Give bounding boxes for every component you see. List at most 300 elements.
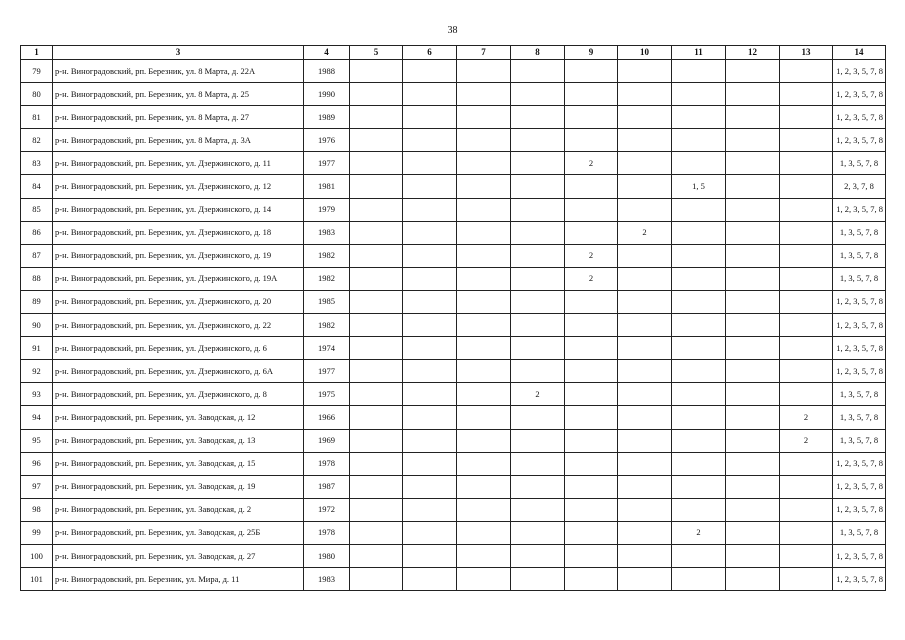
year-cell: 1983 bbox=[304, 221, 350, 244]
value-cell bbox=[350, 267, 403, 290]
value-cell: 1, 2, 3, 5, 7, 8 bbox=[833, 498, 886, 521]
value-cell bbox=[350, 106, 403, 129]
value-cell bbox=[350, 83, 403, 106]
value-cell bbox=[403, 152, 457, 175]
value-cell: 2 bbox=[565, 152, 618, 175]
value-cell: 2 bbox=[780, 406, 833, 429]
value-cell: 2 bbox=[565, 267, 618, 290]
year-cell: 1985 bbox=[304, 290, 350, 313]
value-cell bbox=[726, 175, 780, 198]
table-row bbox=[21, 267, 886, 290]
value-cell bbox=[565, 521, 618, 544]
value-cell bbox=[403, 290, 457, 313]
column-header: 3 bbox=[53, 46, 304, 60]
value-cell bbox=[780, 175, 833, 198]
value-cell bbox=[565, 290, 618, 313]
value-cell bbox=[618, 60, 672, 83]
value-cell bbox=[403, 498, 457, 521]
row-number: 85 bbox=[21, 198, 53, 221]
value-cell bbox=[780, 83, 833, 106]
table-row bbox=[21, 475, 886, 498]
value-cell: 1, 2, 3, 5, 7, 8 bbox=[833, 568, 886, 591]
value-cell: 1, 3, 5, 7, 8 bbox=[833, 244, 886, 267]
value-cell bbox=[565, 498, 618, 521]
value-cell bbox=[403, 198, 457, 221]
value-cell bbox=[672, 60, 726, 83]
value-cell bbox=[565, 452, 618, 475]
row-number: 86 bbox=[21, 221, 53, 244]
column-header: 10 bbox=[618, 46, 672, 60]
value-cell bbox=[672, 498, 726, 521]
value-cell bbox=[457, 406, 511, 429]
year-cell: 1978 bbox=[304, 521, 350, 544]
value-cell: 1, 2, 3, 5, 7, 8 bbox=[833, 60, 886, 83]
value-cell bbox=[780, 129, 833, 152]
value-cell: 2 bbox=[618, 221, 672, 244]
value-cell bbox=[672, 544, 726, 567]
value-cell bbox=[350, 221, 403, 244]
value-cell bbox=[403, 544, 457, 567]
value-cell bbox=[511, 360, 565, 383]
value-cell: 1, 2, 3, 5, 7, 8 bbox=[833, 544, 886, 567]
value-cell bbox=[350, 383, 403, 406]
column-header: 7 bbox=[457, 46, 511, 60]
value-cell bbox=[672, 244, 726, 267]
year-cell: 1989 bbox=[304, 106, 350, 129]
value-cell bbox=[672, 106, 726, 129]
value-cell bbox=[726, 129, 780, 152]
row-number: 94 bbox=[21, 406, 53, 429]
value-cell bbox=[350, 360, 403, 383]
value-cell bbox=[403, 521, 457, 544]
value-cell bbox=[780, 152, 833, 175]
value-cell: 1, 3, 5, 7, 8 bbox=[833, 152, 886, 175]
address-cell: р-н. Виноградовский, рп. Березник, ул. Заводская, д. 15 bbox=[53, 452, 304, 475]
row-number: 96 bbox=[21, 452, 53, 475]
value-cell bbox=[457, 383, 511, 406]
value-cell bbox=[350, 129, 403, 152]
value-cell bbox=[511, 498, 565, 521]
value-cell bbox=[350, 429, 403, 452]
table-row bbox=[21, 106, 886, 129]
value-cell bbox=[780, 244, 833, 267]
value-cell bbox=[618, 83, 672, 106]
table-row bbox=[21, 175, 886, 198]
table-row bbox=[21, 498, 886, 521]
value-cell bbox=[565, 475, 618, 498]
row-number: 80 bbox=[21, 83, 53, 106]
value-cell: 1, 2, 3, 5, 7, 8 bbox=[833, 106, 886, 129]
value-cell: 2 bbox=[780, 429, 833, 452]
address-cell: р-н. Виноградовский, рп. Березник, ул. Дзержинского, д. 20 bbox=[53, 290, 304, 313]
value-cell bbox=[511, 221, 565, 244]
value-cell: 1, 2, 3, 5, 7, 8 bbox=[833, 198, 886, 221]
value-cell bbox=[350, 475, 403, 498]
value-cell bbox=[618, 360, 672, 383]
value-cell bbox=[565, 429, 618, 452]
value-cell bbox=[457, 60, 511, 83]
value-cell bbox=[726, 221, 780, 244]
row-number: 87 bbox=[21, 244, 53, 267]
value-cell: 1, 2, 3, 5, 7, 8 bbox=[833, 360, 886, 383]
address-cell: р-н. Виноградовский, рп. Березник, ул. Заводская, д. 19 bbox=[53, 475, 304, 498]
value-cell bbox=[457, 152, 511, 175]
row-number: 89 bbox=[21, 290, 53, 313]
value-cell bbox=[726, 452, 780, 475]
table-row bbox=[21, 152, 886, 175]
year-cell: 1987 bbox=[304, 475, 350, 498]
column-header: 14 bbox=[833, 46, 886, 60]
value-cell: 1, 2, 3, 5, 7, 8 bbox=[833, 290, 886, 313]
row-number: 81 bbox=[21, 106, 53, 129]
value-cell bbox=[457, 106, 511, 129]
value-cell bbox=[672, 337, 726, 360]
row-number: 88 bbox=[21, 267, 53, 290]
year-cell: 1969 bbox=[304, 429, 350, 452]
value-cell: 1, 2, 3, 5, 7, 8 bbox=[833, 337, 886, 360]
value-cell bbox=[511, 60, 565, 83]
year-cell: 1979 bbox=[304, 198, 350, 221]
value-cell bbox=[780, 498, 833, 521]
value-cell bbox=[618, 568, 672, 591]
row-number: 91 bbox=[21, 337, 53, 360]
year-cell: 1980 bbox=[304, 544, 350, 567]
value-cell: 1, 3, 5, 7, 8 bbox=[833, 406, 886, 429]
value-cell bbox=[618, 498, 672, 521]
address-cell: р-н. Виноградовский, рп. Березник, ул. Дзержинского, д. 11 bbox=[53, 152, 304, 175]
column-header: 1 bbox=[21, 46, 53, 60]
value-cell bbox=[672, 129, 726, 152]
value-cell bbox=[403, 360, 457, 383]
value-cell bbox=[403, 129, 457, 152]
value-cell bbox=[457, 175, 511, 198]
value-cell bbox=[780, 314, 833, 337]
table-row bbox=[21, 129, 886, 152]
value-cell bbox=[565, 568, 618, 591]
year-cell: 1975 bbox=[304, 383, 350, 406]
table-row bbox=[21, 383, 886, 406]
value-cell bbox=[511, 244, 565, 267]
value-cell: 1, 3, 5, 7, 8 bbox=[833, 429, 886, 452]
address-cell: р-н. Виноградовский, рп. Березник, ул. Дзержинского, д. 8 bbox=[53, 383, 304, 406]
address-cell: р-н. Виноградовский, рп. Березник, ул. Дзержинского, д. 22 bbox=[53, 314, 304, 337]
value-cell: 2 bbox=[565, 244, 618, 267]
value-cell bbox=[457, 568, 511, 591]
value-cell bbox=[672, 475, 726, 498]
value-cell bbox=[618, 290, 672, 313]
value-cell bbox=[780, 267, 833, 290]
value-cell bbox=[565, 337, 618, 360]
value-cell bbox=[780, 475, 833, 498]
row-number: 83 bbox=[21, 152, 53, 175]
value-cell bbox=[403, 60, 457, 83]
value-cell bbox=[457, 267, 511, 290]
year-cell: 1972 bbox=[304, 498, 350, 521]
value-cell bbox=[726, 290, 780, 313]
value-cell bbox=[350, 244, 403, 267]
address-cell: р-н. Виноградовский, рп. Березник, ул. Дзержинского, д. 14 bbox=[53, 198, 304, 221]
value-cell bbox=[726, 106, 780, 129]
value-cell bbox=[511, 475, 565, 498]
value-cell bbox=[403, 406, 457, 429]
value-cell bbox=[511, 267, 565, 290]
value-cell bbox=[403, 244, 457, 267]
value-cell bbox=[672, 152, 726, 175]
year-cell: 1982 bbox=[304, 267, 350, 290]
value-cell bbox=[350, 337, 403, 360]
value-cell bbox=[726, 406, 780, 429]
value-cell bbox=[780, 290, 833, 313]
value-cell bbox=[726, 568, 780, 591]
value-cell bbox=[403, 429, 457, 452]
year-cell: 1974 bbox=[304, 337, 350, 360]
value-cell bbox=[726, 360, 780, 383]
value-cell bbox=[618, 544, 672, 567]
address-cell: р-н. Виноградовский, рп. Березник, ул. 8 Марта, д. 3А bbox=[53, 129, 304, 152]
value-cell bbox=[672, 383, 726, 406]
value-cell bbox=[350, 290, 403, 313]
value-cell bbox=[726, 267, 780, 290]
value-cell bbox=[618, 152, 672, 175]
table-row bbox=[21, 83, 886, 106]
value-cell bbox=[726, 314, 780, 337]
value-cell bbox=[457, 83, 511, 106]
value-cell bbox=[618, 337, 672, 360]
value-cell bbox=[618, 406, 672, 429]
value-cell bbox=[618, 314, 672, 337]
value-cell bbox=[403, 337, 457, 360]
value-cell bbox=[511, 337, 565, 360]
value-cell bbox=[457, 314, 511, 337]
year-cell: 1977 bbox=[304, 152, 350, 175]
value-cell bbox=[618, 452, 672, 475]
value-cell bbox=[511, 129, 565, 152]
value-cell bbox=[511, 198, 565, 221]
value-cell bbox=[565, 106, 618, 129]
value-cell bbox=[350, 60, 403, 83]
value-cell bbox=[350, 314, 403, 337]
value-cell bbox=[403, 221, 457, 244]
address-cell: р-н. Виноградовский, рп. Березник, ул. Заводская, д. 2 bbox=[53, 498, 304, 521]
value-cell bbox=[565, 83, 618, 106]
value-cell bbox=[565, 406, 618, 429]
column-header: 8 bbox=[511, 46, 565, 60]
value-cell bbox=[618, 521, 672, 544]
row-number: 101 bbox=[21, 568, 53, 591]
address-cell: р-н. Виноградовский, рп. Березник, ул. 8 Марта, д. 25 bbox=[53, 83, 304, 106]
value-cell bbox=[350, 406, 403, 429]
value-cell bbox=[457, 198, 511, 221]
value-cell bbox=[350, 452, 403, 475]
value-cell bbox=[350, 521, 403, 544]
value-cell bbox=[457, 498, 511, 521]
value-cell bbox=[780, 544, 833, 567]
value-cell bbox=[511, 406, 565, 429]
value-cell bbox=[780, 106, 833, 129]
value-cell bbox=[672, 221, 726, 244]
address-cell: р-н. Виноградовский, рп. Березник, ул. 8 Марта, д. 27 bbox=[53, 106, 304, 129]
row-number: 93 bbox=[21, 383, 53, 406]
table-row bbox=[21, 221, 886, 244]
value-cell bbox=[350, 568, 403, 591]
value-cell bbox=[672, 83, 726, 106]
value-cell bbox=[457, 360, 511, 383]
value-cell bbox=[565, 129, 618, 152]
value-cell bbox=[780, 360, 833, 383]
column-header: 11 bbox=[672, 46, 726, 60]
value-cell bbox=[403, 568, 457, 591]
table-row bbox=[21, 60, 886, 83]
value-cell bbox=[511, 429, 565, 452]
value-cell bbox=[672, 429, 726, 452]
value-cell: 1, 2, 3, 5, 7, 8 bbox=[833, 83, 886, 106]
value-cell bbox=[565, 175, 618, 198]
value-cell bbox=[672, 267, 726, 290]
value-cell bbox=[672, 198, 726, 221]
value-cell bbox=[726, 198, 780, 221]
row-number: 98 bbox=[21, 498, 53, 521]
value-cell bbox=[511, 544, 565, 567]
address-cell: р-н. Виноградовский, рп. Березник, ул. Заводская, д. 12 bbox=[53, 406, 304, 429]
value-cell bbox=[403, 267, 457, 290]
value-cell bbox=[726, 475, 780, 498]
value-cell bbox=[511, 314, 565, 337]
value-cell bbox=[511, 83, 565, 106]
value-cell bbox=[511, 568, 565, 591]
row-number: 90 bbox=[21, 314, 53, 337]
value-cell bbox=[457, 129, 511, 152]
value-cell bbox=[780, 337, 833, 360]
value-cell bbox=[618, 267, 672, 290]
value-cell bbox=[726, 244, 780, 267]
address-cell: р-н. Виноградовский, рп. Березник, ул. Мира, д. 11 bbox=[53, 568, 304, 591]
value-cell: 2 bbox=[672, 521, 726, 544]
value-cell: 1, 2, 3, 5, 7, 8 bbox=[833, 129, 886, 152]
value-cell bbox=[403, 475, 457, 498]
address-cell: р-н. Виноградовский, рп. Березник, ул. Заводская, д. 13 bbox=[53, 429, 304, 452]
value-cell bbox=[780, 521, 833, 544]
row-number: 92 bbox=[21, 360, 53, 383]
column-header: 5 bbox=[350, 46, 403, 60]
column-header: 4 bbox=[304, 46, 350, 60]
address-cell: р-н. Виноградовский, рп. Березник, ул. Заводская, д. 27 bbox=[53, 544, 304, 567]
value-cell bbox=[780, 60, 833, 83]
value-cell bbox=[457, 544, 511, 567]
value-cell bbox=[618, 475, 672, 498]
column-header: 12 bbox=[726, 46, 780, 60]
value-cell bbox=[618, 429, 672, 452]
value-cell bbox=[350, 498, 403, 521]
table-row bbox=[21, 544, 886, 567]
address-cell: р-н. Виноградовский, рп. Березник, ул. Дзержинского, д. 6А bbox=[53, 360, 304, 383]
value-cell bbox=[457, 452, 511, 475]
housing-registry-table bbox=[20, 45, 886, 591]
value-cell bbox=[350, 152, 403, 175]
table-row bbox=[21, 198, 886, 221]
table-row bbox=[21, 429, 886, 452]
value-cell bbox=[618, 129, 672, 152]
page-number: 38 bbox=[447, 25, 458, 36]
value-cell bbox=[780, 383, 833, 406]
table-row bbox=[21, 521, 886, 544]
value-cell: 1, 2, 3, 5, 7, 8 bbox=[833, 475, 886, 498]
value-cell bbox=[457, 221, 511, 244]
year-cell: 1982 bbox=[304, 314, 350, 337]
table-header-row bbox=[21, 46, 886, 60]
value-cell: 1, 3, 5, 7, 8 bbox=[833, 267, 886, 290]
address-cell: р-н. Виноградовский, рп. Березник, ул. Дзержинского, д. 19А bbox=[53, 267, 304, 290]
row-number: 100 bbox=[21, 544, 53, 567]
column-header: 6 bbox=[403, 46, 457, 60]
year-cell: 1978 bbox=[304, 452, 350, 475]
row-number: 97 bbox=[21, 475, 53, 498]
value-cell bbox=[565, 221, 618, 244]
value-cell: 1, 3, 5, 7, 8 bbox=[833, 221, 886, 244]
address-cell: р-н. Виноградовский, рп. Березник, ул. Дзержинского, д. 6 bbox=[53, 337, 304, 360]
value-cell bbox=[457, 521, 511, 544]
year-cell: 1983 bbox=[304, 568, 350, 591]
value-cell bbox=[565, 314, 618, 337]
value-cell bbox=[565, 360, 618, 383]
value-cell bbox=[350, 198, 403, 221]
value-cell bbox=[511, 152, 565, 175]
value-cell bbox=[457, 244, 511, 267]
year-cell: 1976 bbox=[304, 129, 350, 152]
value-cell bbox=[403, 452, 457, 475]
value-cell bbox=[511, 106, 565, 129]
value-cell bbox=[350, 544, 403, 567]
value-cell bbox=[511, 175, 565, 198]
table-row bbox=[21, 314, 886, 337]
table-row bbox=[21, 360, 886, 383]
value-cell bbox=[672, 568, 726, 591]
row-number: 84 bbox=[21, 175, 53, 198]
value-cell bbox=[672, 360, 726, 383]
value-cell bbox=[780, 568, 833, 591]
value-cell bbox=[618, 198, 672, 221]
value-cell bbox=[726, 521, 780, 544]
value-cell: 1, 2, 3, 5, 7, 8 bbox=[833, 314, 886, 337]
table-row bbox=[21, 406, 886, 429]
table-row bbox=[21, 337, 886, 360]
row-number: 99 bbox=[21, 521, 53, 544]
address-cell: р-н. Виноградовский, рп. Березник, ул. Дзержинского, д. 18 bbox=[53, 221, 304, 244]
year-cell: 1981 bbox=[304, 175, 350, 198]
value-cell bbox=[726, 152, 780, 175]
year-cell: 1977 bbox=[304, 360, 350, 383]
value-cell bbox=[457, 429, 511, 452]
table-row bbox=[21, 568, 886, 591]
value-cell bbox=[618, 106, 672, 129]
value-cell bbox=[403, 83, 457, 106]
address-cell: р-н. Виноградовский, рп. Березник, ул. Дзержинского, д. 19 bbox=[53, 244, 304, 267]
value-cell bbox=[457, 475, 511, 498]
year-cell: 1990 bbox=[304, 83, 350, 106]
value-cell: 1, 5 bbox=[672, 175, 726, 198]
value-cell bbox=[726, 498, 780, 521]
value-cell bbox=[511, 452, 565, 475]
address-cell: р-н. Виноградовский, рп. Березник, ул. Заводская, д. 25Б bbox=[53, 521, 304, 544]
value-cell bbox=[457, 290, 511, 313]
value-cell bbox=[618, 383, 672, 406]
value-cell bbox=[780, 221, 833, 244]
value-cell bbox=[403, 314, 457, 337]
value-cell bbox=[672, 406, 726, 429]
value-cell bbox=[350, 175, 403, 198]
value-cell bbox=[457, 337, 511, 360]
value-cell bbox=[565, 60, 618, 83]
year-cell: 1988 bbox=[304, 60, 350, 83]
